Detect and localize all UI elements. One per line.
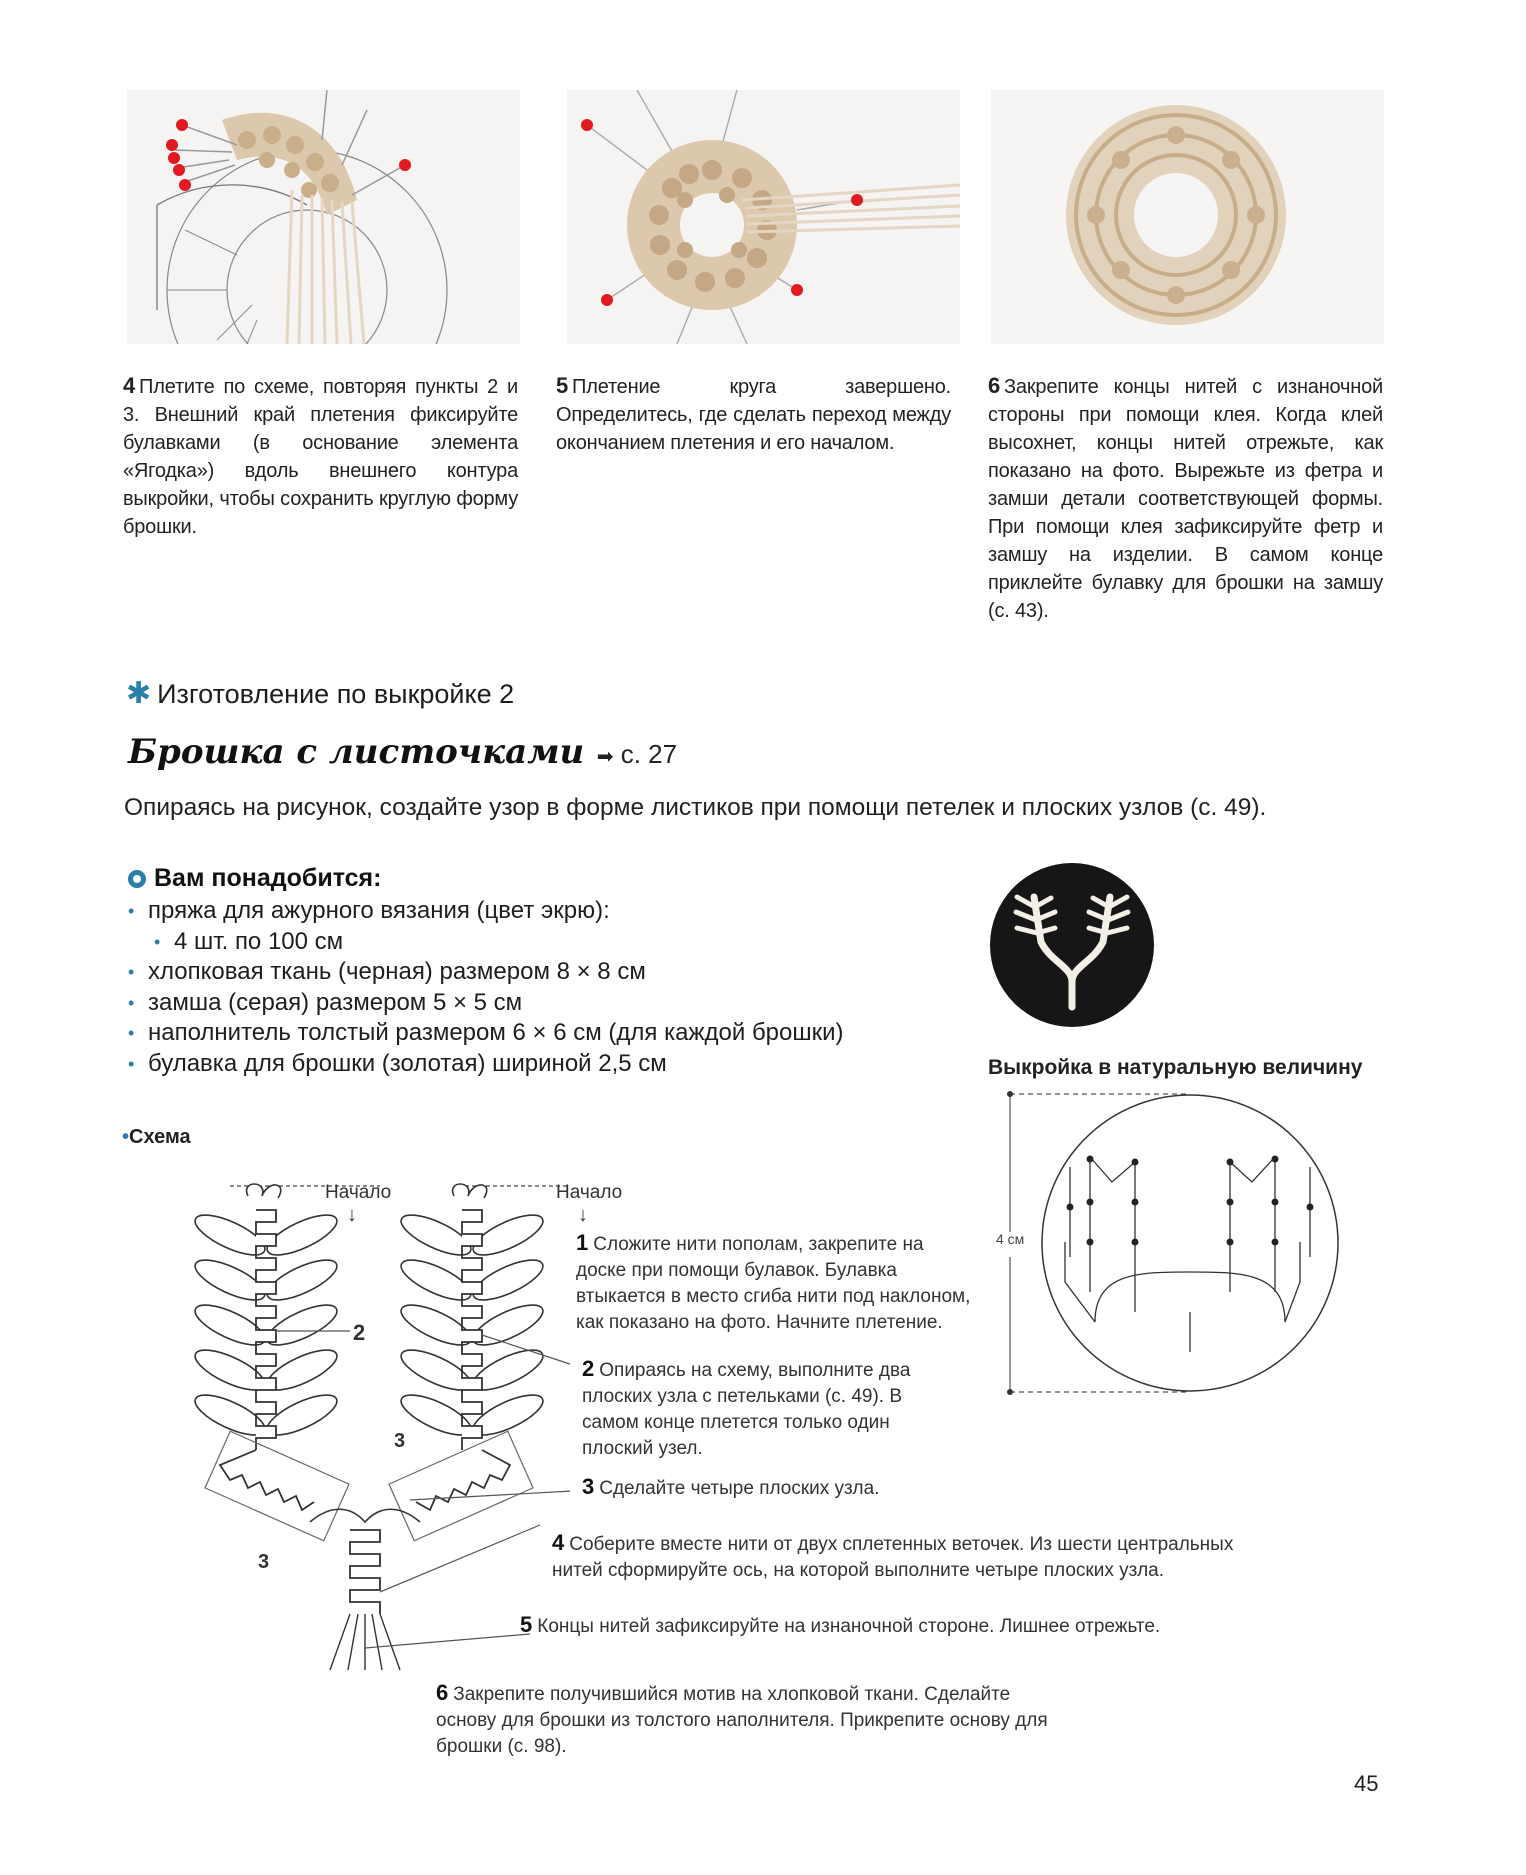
step-text: Закрепите получившийся мотив на хлопковой ткани. Сделайте основу для брошки из толстого наполнителя. Прикрепите основу для брошки (с. 98). (436, 1684, 1048, 1757)
caption-step-6 (988, 372, 1383, 625)
step-num: 3 (582, 1474, 595, 1499)
pattern-label: Выкройка в натуральную величину (988, 1056, 1363, 1079)
callout-3-top: 3 (394, 1430, 406, 1452)
caption-num: 6 (988, 373, 1001, 398)
start-label-text: Начало (325, 1182, 392, 1203)
pattern-drawing (990, 1082, 1370, 1402)
arrow-down-icon: ↓ (347, 1204, 357, 1226)
step-num: 5 (520, 1612, 533, 1637)
caption-num: 4 (123, 373, 136, 398)
brooch-photo (989, 862, 1155, 1028)
start-label-text: Начало (556, 1182, 623, 1203)
schema-step-1 (576, 1230, 976, 1336)
arrow-right-icon: ➡ (596, 746, 614, 768)
start-label-right (556, 1182, 622, 1227)
step-num: 2 (582, 1356, 595, 1381)
schema-step-5 (520, 1612, 1220, 1640)
section-heading (126, 676, 514, 711)
intro-text: Опираясь на рисунок, создайте узор в форме листиков при помощи петелек и плоских узлов (с. 49). (124, 794, 1267, 821)
start-label-left (325, 1182, 391, 1227)
materials-heading (128, 864, 381, 893)
callout-3-left: 3 (258, 1551, 270, 1573)
section-heading-text: Изготовление по выкройке 2 (157, 679, 515, 709)
schema-step-6 (436, 1680, 1056, 1760)
list-item: • наполнитель толстый размером 6 × 6 см (для каждой брошки) (126, 1018, 844, 1049)
list-item: • булавка для брошки (золотая) шириной 2,5 см (126, 1049, 844, 1080)
schema-step-3 (582, 1474, 982, 1502)
project-title: Брошка с листочками (128, 732, 585, 772)
photo-step-6 (991, 90, 1384, 344)
caption-text: Плетение круга завершено. Определитесь, где сделать переход между окончанием плетения и его началом. (556, 376, 951, 454)
list-item: • пряжа для ажурного вязания (цвет экрю): (126, 896, 844, 927)
photo-step-5 (567, 90, 960, 344)
schema-label: • Схема (122, 1126, 191, 1149)
caption-step-4 (123, 372, 518, 541)
page-ref-text: с. 27 (620, 739, 678, 769)
photo-step-4 (127, 90, 520, 344)
list-item: • хлопковая ткань (черная) размером 8 × 8 см (126, 957, 844, 988)
step-text: Соберите вместе нити от двух сплетенных веточек. Из шести центральных нитей сформируйте ось, на которой выполните четыре плоских узла. (552, 1534, 1234, 1581)
list-item: • 4 шт. по 100 см (126, 927, 844, 958)
materials-list (126, 896, 844, 1079)
caption-text: Плетите по схеме, повторяя пункты 2 и 3. Внешний край плетения фиксируйте булавками (в основание элемента «Ягодка») вдоль внешнего контура выкройки, чтобы сохранить круглую форму брошки. (123, 376, 518, 538)
page-number: 45 (1354, 1771, 1379, 1796)
schema-step-4 (552, 1530, 1252, 1584)
step-num: 1 (576, 1230, 589, 1255)
callout-2: 2 (353, 1320, 366, 1345)
caption-step-5 (556, 372, 951, 457)
list-item: • замша (серая) размером 5 × 5 см (126, 988, 844, 1019)
step-num: 4 (552, 1530, 565, 1555)
schema-diagram (190, 1150, 570, 1690)
schema-step-2 (582, 1356, 962, 1462)
arrow-down-icon: ↓ (578, 1204, 588, 1226)
caption-text: Закрепите концы нитей с изнаночной стороны при помощи клея. Когда клей высохнет, концы нитей отрежьте, как показано на фото. Вырежьте из фетра и замши детали соответствующей формы. При помощи клея зафиксируйте фетр и замшу на изделии. В самом конце приклейте булавку для брошки на замшу (с. 43). (988, 376, 1383, 622)
star-icon: ✱ (126, 677, 152, 710)
page-ref (597, 739, 677, 769)
step-text: Опираясь на схему, выполните два плоских узла с петельками (с. 49). В самом конце плетется только один плоский узел. (582, 1360, 911, 1459)
step-text: Сложите нити пополам, закрепите на доске при помощи булавок. Булавка втыкается в место сгиба нити под наклоном, как показано на фото. Начните плетение. (576, 1234, 971, 1333)
step-text: Концы нитей зафиксируйте на изнаночной стороне. Лишнее отрежьте. (537, 1616, 1161, 1637)
step-num: 6 (436, 1680, 449, 1705)
step-text: Сделайте четыре плоских узла. (599, 1478, 880, 1499)
materials-heading-text: Вам понадобится: (154, 864, 382, 892)
caption-num: 5 (556, 373, 569, 398)
project-title-row (128, 732, 677, 772)
circle-bullet-icon (128, 870, 146, 888)
dimension-label: 4 см (996, 1231, 1025, 1247)
